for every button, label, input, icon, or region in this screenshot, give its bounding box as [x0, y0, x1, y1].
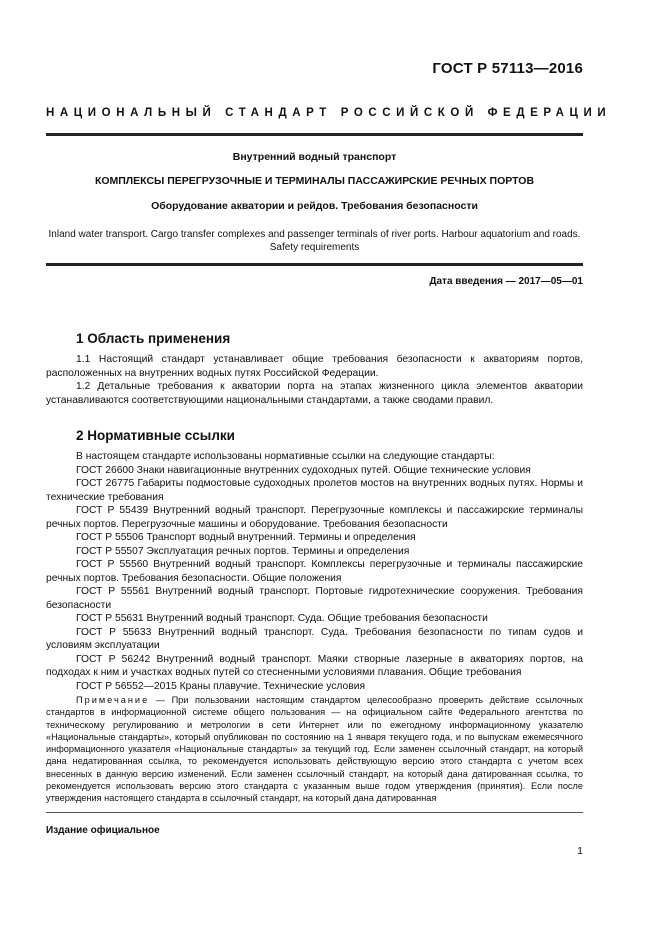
standard-number: ГОСТ Р 57113—2016: [432, 60, 583, 77]
reference-item: ГОСТ 26775 Габариты подмостовые судоходных пролетов мостов на внутренних водных путях. Нормы и технические требования: [46, 478, 583, 503]
page-number: 1: [577, 845, 583, 857]
note-paragraph: [46, 694, 583, 805]
paragraph: В настоящем стандарте использованы нормативные ссылки на следующие стандарты:: [76, 451, 495, 462]
section2-body: [46, 450, 583, 693]
title-subtitle: Оборудование акватории и рейдов. Требования безопасности: [151, 200, 478, 212]
section1-heading: 1 Область применения: [76, 331, 231, 346]
reference-item: ГОСТ Р 55506 Транспорт водный внутренний. Термины и определения: [76, 532, 416, 543]
title-english-line1: Inland water transport. Cargo transfer complexes and passenger terminals of river ports. Harbour aquatorium and roads.: [48, 229, 581, 240]
reference-item: ГОСТ Р 56242 Внутренний водный транспорт. Маяки створные лазерные в акваториях портов, на подходах к ним и участках водных путей со стесненными условиями плавания. Общие требования: [46, 653, 583, 678]
note-text: — При пользовании настоящим стандартом целесообразно проверить действие ссылочных стандартов в информационной системе общего пользования — на официальном сайте Федерального агентства по техническому регулированию и метрологии в сети Интернет или по ежегодному информационному указателю «Национальные стандарты», который опубликован по состоянию на 1 января текущего года, и по выпускам ежемесячного информационного указателя «Национальные стандарты» за текущий год. Если заменен ссылочный стандарт, на который дана недатированная ссылка, то рекомендуется использовать действующую версию этого стандарта с учетом всех внесенных в данную версию изменений. Если заменен ссылочный стандарт, на который дана датированная ссылка, то рекомендуется использовать версию этого стандарта с указанным выше годом утверждения (принятия). Если после утверждения настоящего стандарта в ссылочный стандарт, на который дана датированная: [46, 695, 583, 804]
edition-label: Издание официальное: [46, 825, 160, 836]
reference-item: ГОСТ Р 55561 Внутренний водный транспорт. Портовые гидротехнические сооружения. Требования безопасности: [46, 586, 583, 611]
top-rule: [46, 133, 583, 136]
paragraph: 1.1 Настоящий стандарт устанавливает общие требования безопасности к акваториям портов, расположенных на внутренних водных путях Российской Федерации.: [46, 354, 583, 379]
footer-rule: [46, 812, 583, 813]
title-english-line2: Safety requirements: [269, 242, 360, 253]
reference-item: ГОСТ Р 55507 Эксплуатация речных портов. Термины и определения: [76, 545, 410, 557]
reference-item: ГОСТ Р 55439 Внутренний водный транспорт. Перегрузочные комплексы и пассажирские терминалы речных портов. Перегрузочные машины и оборудование. Требования безопасности: [46, 505, 583, 530]
reference-item: ГОСТ Р 55633 Внутренний водный транспорт. Суда. Требования безопасности по типам судов и условиям эксплуатации: [46, 626, 583, 651]
title-field: Внутренний водный транспорт: [232, 151, 397, 163]
reference-item: ГОСТ Р 56552—2015 Краны плавучие. Технические условия: [76, 680, 366, 692]
title-main: КОМПЛЕКСЫ ПЕРЕГРУЗОЧНЫЕ И ТЕРМИНАЛЫ ПАССАЖИРСКИЕ РЕЧНЫХ ПОРТОВ: [94, 175, 535, 187]
paragraph: 1.2 Детальные требования к акватории порта на этапах жизненного цикла элементов акватории устанавливаются соответствующими национальными стандартами, а также сводами правил.: [46, 381, 583, 406]
reference-item: ГОСТ 26600 Знаки навигационные внутренних судоходных путей. Общие технические условия: [76, 464, 531, 476]
section1-body: [46, 353, 583, 407]
date-of-introduction: Дата введения — 2017—05—01: [429, 276, 583, 287]
section2-heading: 2 Нормативные ссылки: [76, 428, 235, 443]
national-standard-banner: НАЦИОНАЛЬНЫЙ СТАНДАРТ РОССИЙСКОЙ ФЕДЕРАЦИИ: [46, 107, 612, 119]
title-english: [46, 228, 583, 254]
reference-item: ГОСТ Р 55631 Внутренний водный транспорт. Суда. Общие требования безопасности: [76, 613, 488, 624]
reference-item: ГОСТ Р 55560 Внутренний водный транспорт. Комплексы перегрузочные и терминалы пассажирские речных портов. Требования безопасности. Общие положения: [46, 559, 583, 584]
title-rule: [46, 263, 583, 266]
note-label: Примечание: [76, 695, 150, 705]
